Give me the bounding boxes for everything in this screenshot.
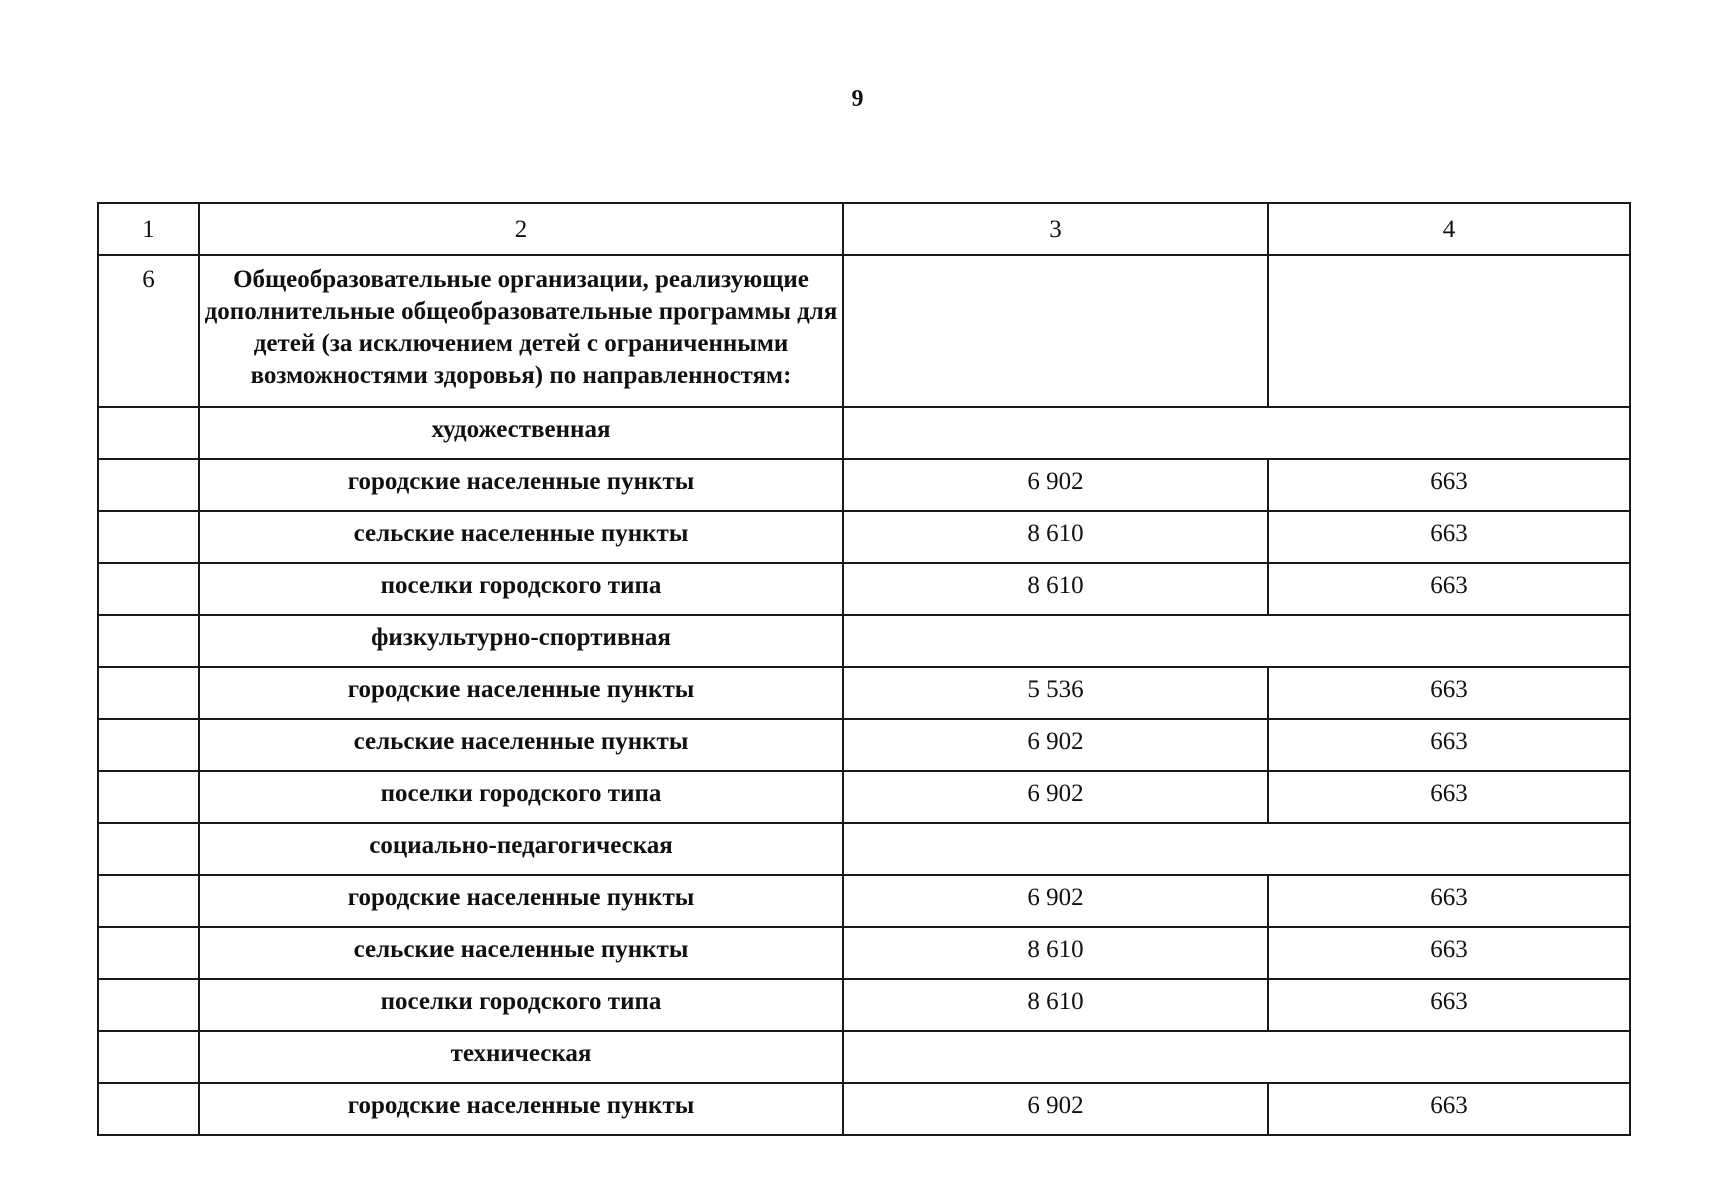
value-col3: 8 610 <box>843 927 1268 979</box>
header-cell-4: 4 <box>1268 203 1630 255</box>
value-col3: 6 902 <box>843 459 1268 511</box>
table-row <box>98 667 1630 719</box>
header-cell-2: 2 <box>199 203 843 255</box>
value-col3: 6 902 <box>843 875 1268 927</box>
value-col4: 663 <box>1268 771 1630 823</box>
group-empty-cell <box>843 1031 1630 1083</box>
group-title: социально-педагогическая <box>199 823 843 875</box>
value-col3: 8 610 <box>843 563 1268 615</box>
row-number-cell <box>98 771 199 823</box>
value-col4: 663 <box>1268 563 1630 615</box>
row-description: Общеобразовательные организации, реализующие дополнительные общеобразовательные программы для детей (за исключением детей с ограниченными возможностями здоровья) по направленностям: <box>199 255 843 407</box>
row-col3 <box>843 255 1268 407</box>
value-col4: 663 <box>1268 875 1630 927</box>
settlement-type: городские населенные пункты <box>199 875 843 927</box>
value-col3: 6 902 <box>843 1083 1268 1135</box>
value-col4: 663 <box>1268 719 1630 771</box>
row-number-cell <box>98 927 199 979</box>
group-row <box>98 407 1630 459</box>
value-col4: 663 <box>1268 511 1630 563</box>
group-empty-cell <box>843 823 1630 875</box>
table-row <box>98 563 1630 615</box>
group-empty-cell <box>843 407 1630 459</box>
table-row <box>98 771 1630 823</box>
row-number-cell <box>98 459 199 511</box>
value-col3: 8 610 <box>843 979 1268 1031</box>
settlement-type: поселки городского типа <box>199 979 843 1031</box>
group-title: техническая <box>199 1031 843 1083</box>
table-row <box>98 927 1630 979</box>
group-title: физкультурно-спортивная <box>199 615 843 667</box>
value-col4: 663 <box>1268 459 1630 511</box>
value-col3: 8 610 <box>843 511 1268 563</box>
value-col3: 6 902 <box>843 771 1268 823</box>
settlement-type: поселки городского типа <box>199 563 843 615</box>
group-empty-cell <box>843 615 1630 667</box>
header-cell-3: 3 <box>843 203 1268 255</box>
row-number-cell <box>98 875 199 927</box>
row-number-cell <box>98 1083 199 1135</box>
value-col3: 6 902 <box>843 719 1268 771</box>
page-number: 9 <box>851 86 864 112</box>
header-cell-1: 1 <box>98 203 199 255</box>
group-title: художественная <box>199 407 843 459</box>
value-col4: 663 <box>1268 927 1630 979</box>
settlement-type: сельские населенные пункты <box>199 719 843 771</box>
value-col3: 5 536 <box>843 667 1268 719</box>
table-row <box>98 459 1630 511</box>
table-row <box>98 875 1630 927</box>
settlement-type: сельские населенные пункты <box>199 927 843 979</box>
settlement-type: городские населенные пункты <box>199 667 843 719</box>
row-number-cell <box>98 979 199 1031</box>
group-row <box>98 823 1630 875</box>
table-row <box>98 1083 1630 1135</box>
group-number-cell <box>98 823 199 875</box>
table-body <box>98 203 1630 1135</box>
settlement-type: поселки городского типа <box>199 771 843 823</box>
table-row <box>98 719 1630 771</box>
value-col4: 663 <box>1268 979 1630 1031</box>
group-number-cell <box>98 407 199 459</box>
row-number-cell <box>98 719 199 771</box>
group-number-cell <box>98 615 199 667</box>
settlement-type: городские населенные пункты <box>199 459 843 511</box>
table-row <box>98 979 1630 1031</box>
group-number-cell <box>98 1031 199 1083</box>
row-number-cell <box>98 511 199 563</box>
settlement-type: сельские населенные пункты <box>199 511 843 563</box>
row-number: 6 <box>98 255 199 407</box>
table-row <box>98 511 1630 563</box>
settlement-type: городские населенные пункты <box>199 1083 843 1135</box>
row-col4 <box>1268 255 1630 407</box>
header-row <box>98 203 1630 255</box>
row-number-cell <box>98 667 199 719</box>
tariff-table <box>97 202 1631 1136</box>
main-row <box>98 255 1630 407</box>
group-row <box>98 1031 1630 1083</box>
value-col4: 663 <box>1268 1083 1630 1135</box>
row-number-cell <box>98 563 199 615</box>
value-col4: 663 <box>1268 667 1630 719</box>
group-row <box>98 615 1630 667</box>
